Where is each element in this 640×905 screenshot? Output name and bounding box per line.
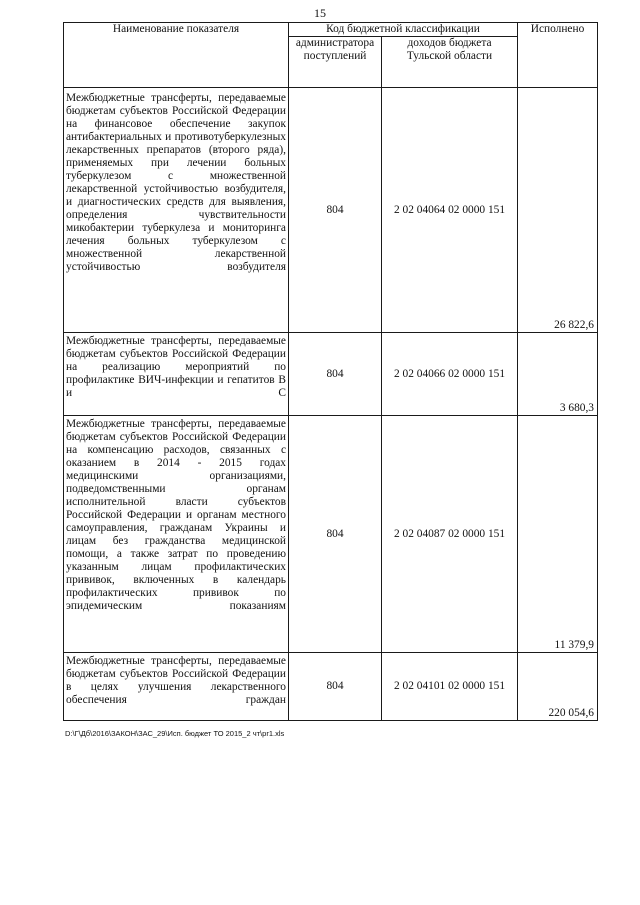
- row-code: 2 02 04101 02 0000 151: [382, 653, 518, 721]
- header-name: Наименование показателя: [64, 23, 289, 88]
- row-amount: 220 054,6: [518, 653, 598, 721]
- row-code: 2 02 04064 02 0000 151: [382, 88, 518, 333]
- table-row: [64, 333, 598, 416]
- row-admin: 804: [289, 653, 382, 721]
- page-number: 15: [314, 6, 326, 20]
- header-code-group: Код бюджетной классификации: [289, 23, 518, 37]
- row-code: 2 02 04087 02 0000 151: [382, 416, 518, 653]
- file-path: D:\Г\Дб\2016\ЗАКОН\ЗАС_29\Исп. бюджет ТО 2015_2 чт\pr1.xls: [65, 729, 285, 738]
- row-code: 2 02 04066 02 0000 151: [382, 333, 518, 416]
- row-admin: 804: [289, 333, 382, 416]
- budget-table: [63, 22, 598, 721]
- table-row: [64, 88, 598, 333]
- row-name: Межбюджетные трансферты, передаваемые бюджетам субъектов Российской Федерации на реализацию мероприятий по профилактике ВИЧ-инфекции и гепатитов В и С: [64, 333, 289, 416]
- row-amount: 3 680,3: [518, 333, 598, 416]
- row-admin: 804: [289, 416, 382, 653]
- header-revenue: доходов бюджета Тульской области: [382, 37, 518, 88]
- row-name: Межбюджетные трансферты, передаваемые бюджетам субъектов Российской Федерации на финансовое обеспечение закупок антибактериальных и противотуберкулезных лекарственных препаратов (второго ряда), применяемых при лечении больных туберкулезом с множественной лекарственной устойчивостью возбудителя, и диагностических средств для выявления, определения чувствительности микобактерии туберкулеза и мониторинга лечения больных туберкулезом с множественной лекарственной устойчивостью возбудителя: [64, 88, 289, 333]
- table-row: [64, 416, 598, 653]
- header-admin: администратора поступлений: [289, 37, 382, 88]
- row-admin: 804: [289, 88, 382, 333]
- table-row: [64, 653, 598, 721]
- row-name: Межбюджетные трансферты, передаваемые бюджетам субъектов Российской Федерации в целях улучшения лекарственного обеспечения граждан: [64, 653, 289, 721]
- row-amount: 26 822,6: [518, 88, 598, 333]
- row-amount: 11 379,9: [518, 416, 598, 653]
- header-executed: Исполнено: [518, 23, 598, 88]
- row-name: Межбюджетные трансферты, передаваемые бюджетам субъектов Российской Федерации на компенсацию расходов, связанных с оказанием в 2014 - 2015 годах медицинскими организациями, подведомственными органам исполнительной власти субъектов Российской Федерации и органам местного самоуправления, гражданам Украины и лицам без гражданства медицинской помощи, а также затрат по проведению указанным лицам профилактических прививок, включенных в календарь профилактических прививок по эпидемическим показаниям: [64, 416, 289, 653]
